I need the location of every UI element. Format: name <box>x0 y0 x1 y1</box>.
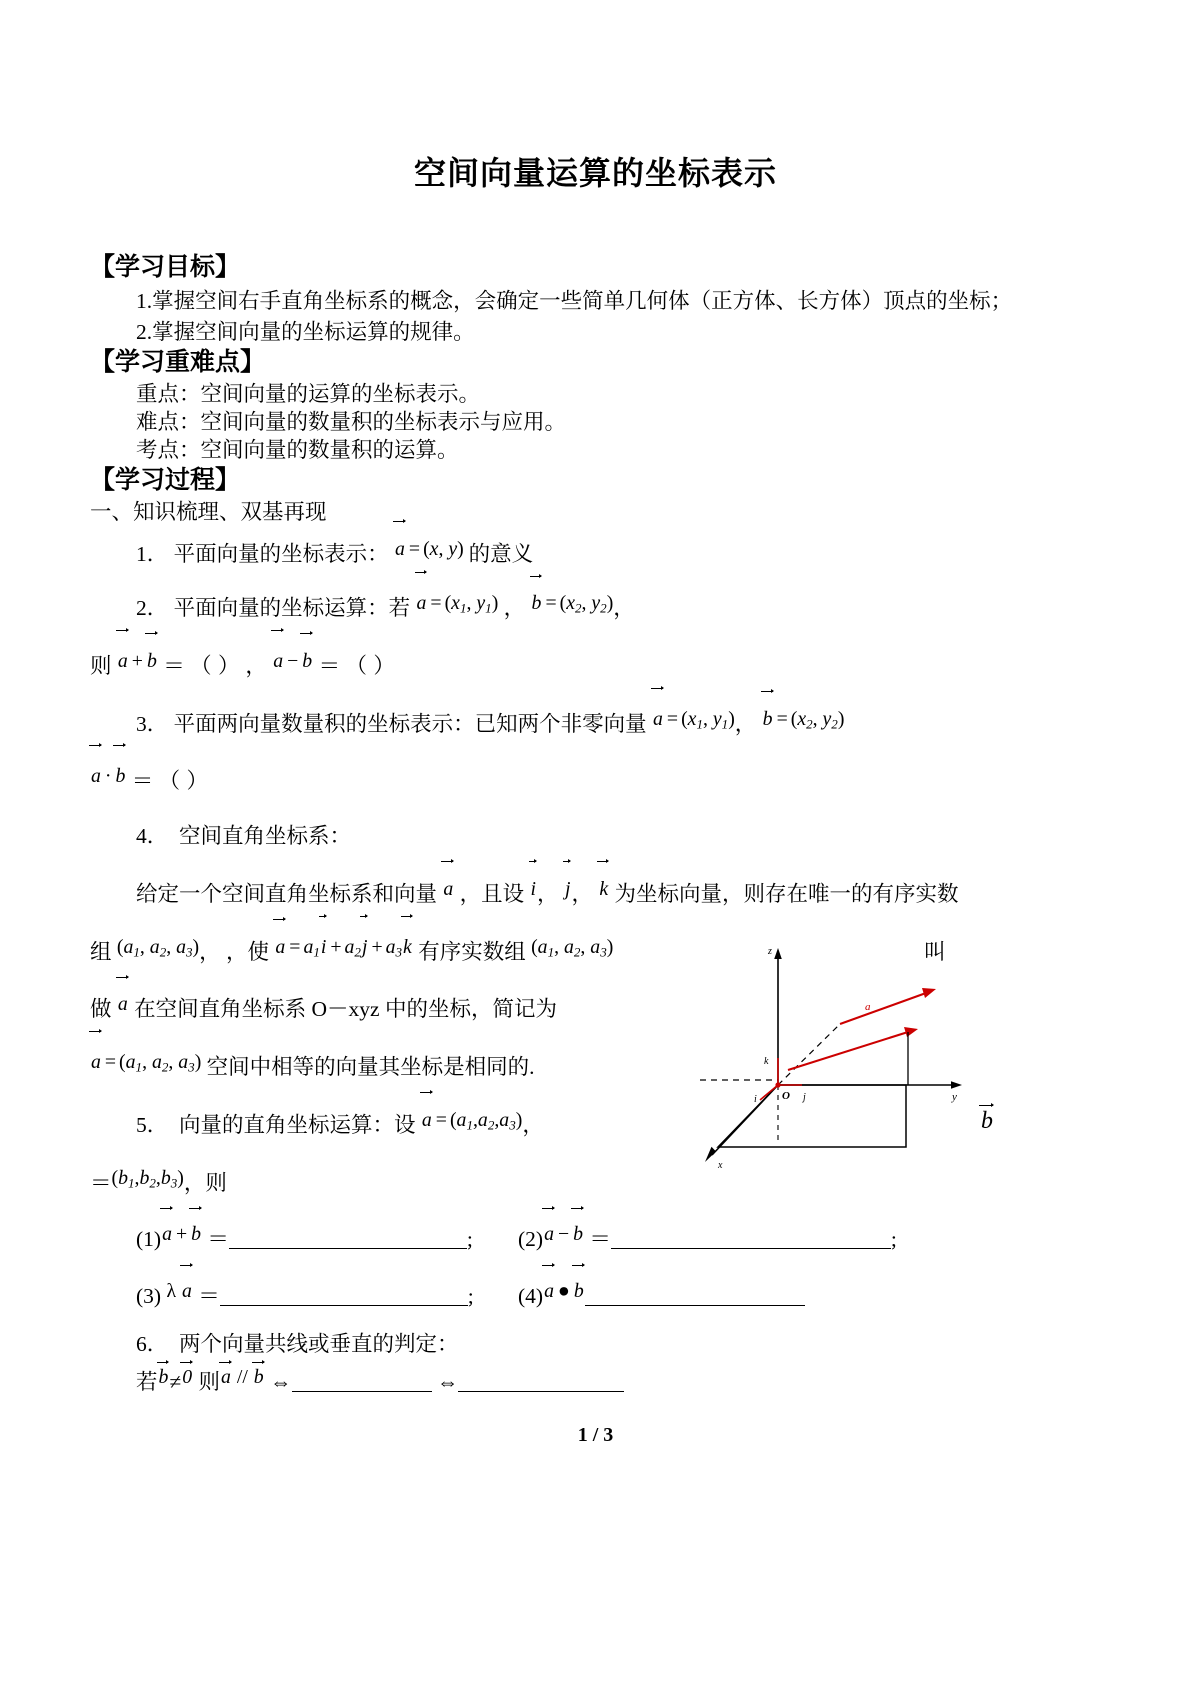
blank-eq-2: ＝ <box>589 1227 611 1252</box>
item2-eq-1: ＝ <box>163 653 185 678</box>
item5-triple-b: $(b_1,b_2,b_3)$ <box>111 1166 184 1191</box>
item4-p4-text: 空间中相等的向量其坐标是相同的. <box>206 1054 535 1079</box>
item3-eq: ＝ <box>131 769 154 794</box>
item2-answer-blank-1[interactable]: （ ） <box>190 653 240 678</box>
item4-basis-expansion: $a = a_1i + a_2j + a_3k$ <box>274 936 412 958</box>
item6-iff-1: ⇔ <box>270 1370 292 1395</box>
item3-formula-a: $a = (x_1$, $y_1$) <box>652 708 735 730</box>
key-point-item: 重点：空间向量的运算的坐标表示。 <box>136 382 481 407</box>
process-subheading: 一、知识梳理、双基再现 <box>90 499 327 524</box>
item2-comma: ， <box>503 596 526 620</box>
item4-triple-2: ($a_1$, $a_2$, $a_3$) <box>531 935 614 960</box>
origin-point <box>775 1082 780 1087</box>
item2-answer-blank-2[interactable]: （ ） <box>345 653 396 678</box>
knowledge-item-2 <box>90 578 1110 636</box>
item4-paragraph-1 <box>90 864 1110 922</box>
item6-iff-2: ⇔ <box>436 1370 459 1395</box>
item4-p3-vector-a: a <box>117 993 129 1015</box>
item3-answer-blank[interactable]: （ ） <box>158 769 209 794</box>
item1-formula: a = (x, y) <box>394 538 469 560</box>
item2-diff-expr: a − b <box>272 650 313 672</box>
blank-expr-4: a ● b <box>543 1280 585 1302</box>
section-heading-process: 【学习过程】 <box>90 466 241 494</box>
item2-line2-prefix: 则 <box>90 653 112 678</box>
blank-label-3: (3) <box>136 1283 162 1308</box>
item2-sum-expr: a + b <box>117 650 158 672</box>
y-axis-arrow <box>951 1081 962 1089</box>
section-heading-objectives: 【学习目标】 <box>90 254 241 281</box>
item6-title: 两个向量共线或垂直的判定： <box>179 1331 459 1356</box>
blank-eq-3: ＝ <box>198 1283 220 1308</box>
coordinate-system-svg <box>690 940 1010 1190</box>
answer-blank-3[interactable] <box>220 1305 468 1306</box>
item3-dot-expr: a · b <box>90 765 126 787</box>
answer-blank-2b[interactable] <box>781 1248 891 1249</box>
blank-eq-1: ＝ <box>207 1227 229 1252</box>
item1-suffix: 的意义 <box>468 541 534 566</box>
item4-number: 4． <box>136 824 169 849</box>
item6-vector-b: b <box>158 1366 170 1388</box>
page-title: 空间向量运算的坐标表示 <box>413 155 777 191</box>
blank-label-2: (2) <box>518 1227 544 1252</box>
item2-text: 平面向量的坐标运算：若 <box>173 596 411 620</box>
knowledge-item-6 <box>90 1324 1110 1365</box>
vector-b-arrowhead <box>904 1027 918 1037</box>
label-x: x <box>718 1160 723 1171</box>
item4-vector-j: j <box>564 878 572 900</box>
blank-tail-2: ; <box>890 1227 897 1252</box>
label-y: y <box>952 1091 957 1103</box>
item4-p1-part2: ，且设 <box>459 881 525 906</box>
item6-zero-vector: 0 <box>181 1366 193 1388</box>
item4-c1: ， <box>537 881 559 906</box>
item6-parallel-expr: a // b <box>220 1366 265 1388</box>
blank-tail-1: ; <box>466 1227 473 1252</box>
label-z: z <box>768 946 772 957</box>
item5-blank-row-1 <box>90 1210 1110 1267</box>
z-axis-arrow <box>774 948 782 959</box>
item2-sep: ， <box>245 653 267 678</box>
item4-vector-a: a <box>442 878 454 900</box>
item6-then: 则 <box>198 1370 220 1395</box>
dashed-guide-diagonal <box>778 1024 840 1085</box>
blank-tail-3: ; <box>467 1283 474 1308</box>
item4-vector-k: k <box>598 878 609 900</box>
item5-text: 向量的直角坐标运算：设 <box>179 1112 416 1137</box>
item2-formula-b: $b = (x_2$, $y_2$) <box>531 592 614 614</box>
label-vector-a: a <box>865 1001 871 1013</box>
item1-text: 平面向量的坐标表示： <box>173 541 389 566</box>
item2-eq-2: ＝ <box>318 653 341 678</box>
answer-blank-4[interactable] <box>585 1305 805 1306</box>
item4-p2-tail: 有序实数组 <box>418 939 526 964</box>
label-k: k <box>764 1056 769 1067</box>
basis-vector-i <box>760 1085 778 1100</box>
blank-label-1: (1) <box>136 1227 162 1252</box>
item5-eq: ＝ <box>90 1170 112 1195</box>
item3-text: 平面两向量数量积的坐标表示：已知两个非零向量 <box>173 711 647 736</box>
item4-p3-text: 在空间直角坐标系 O－xyz 中的坐标，简记为 <box>134 997 557 1022</box>
item3-comma: ， <box>734 711 757 736</box>
item5-line2-tail: ，则 <box>183 1170 227 1195</box>
knowledge-item-2-line2 <box>90 636 1110 694</box>
item6-prefix: 若 <box>136 1370 158 1395</box>
item3-number: 3． <box>136 711 169 736</box>
item5-vector-a: a = <box>421 1109 450 1131</box>
item5-blank-col-4 <box>518 1267 805 1324</box>
knowledge-item-3 <box>90 694 1110 752</box>
item4-p2-comma: ， <box>199 939 221 964</box>
vector-a-arrow <box>840 993 926 1024</box>
answer-blank-2a[interactable] <box>611 1248 781 1249</box>
x-axis-arrow <box>705 1147 716 1162</box>
knowledge-item-4 <box>90 809 1110 864</box>
item4-triple-1: ($a_1$, $a_2$, $a_3$) <box>116 935 200 960</box>
coordinate-system-figure <box>690 940 1010 1190</box>
item2-trailing-comma: ， <box>613 596 635 620</box>
item6-condition-line <box>90 1364 1110 1397</box>
item4-p1-part1: 给定一个空间直角坐标系和向量 <box>136 881 438 906</box>
blank-label-4: (4) <box>518 1283 544 1308</box>
item4-p1-part3: 为坐标向量，则存在唯一的有序实数 <box>614 881 959 906</box>
item5-number: 5． <box>136 1112 169 1137</box>
item6-neq: ≠ <box>169 1370 182 1395</box>
section-heading-key-difficult: 【学习重难点】 <box>90 349 266 377</box>
item1-number: 1． <box>136 541 169 566</box>
knowledge-item-1 <box>90 527 1110 578</box>
figure-label-b <box>980 1108 994 1142</box>
item5-triple-a: $(a_1,a_2,a_3)$ <box>449 1108 523 1133</box>
item2-formula-a: $a = (x_1$, $y_1$) <box>416 592 499 614</box>
objective-item-2: 2.掌握空间向量的坐标运算的规律。 <box>136 319 475 344</box>
answer-blank-1[interactable] <box>229 1248 467 1249</box>
answer-blank-5[interactable] <box>292 1391 432 1392</box>
blank-expr-2: a − b <box>543 1223 584 1245</box>
document-body <box>90 252 1110 1397</box>
item4-title: 空间直角坐标系： <box>179 824 352 849</box>
knowledge-item-3-line2 <box>90 751 1110 809</box>
item5-blank-row-2 <box>90 1267 1110 1324</box>
answer-blank-6[interactable] <box>458 1391 624 1392</box>
item4-coordinate-formula: $a = (a_1$, $a_2$, $a_3$) <box>90 1051 201 1073</box>
item4-p2-mid: ，使 <box>226 939 270 964</box>
item6-number: 6． <box>136 1331 169 1356</box>
label-j: j <box>803 1092 806 1103</box>
blank-expr-3: λ a <box>166 1280 192 1302</box>
figure-vector-b: b <box>981 1108 993 1134</box>
item5-comma: ， <box>522 1112 544 1137</box>
item4-p2-prefix: 组 <box>90 939 112 964</box>
item2-number: 2． <box>136 596 169 620</box>
objective-item-1: 1.掌握空间右手直角坐标系的概念，会确定一些简单几何体（正方体、长方体）顶点的坐标； <box>136 289 1013 313</box>
vector-a-arrowhead <box>922 988 936 998</box>
base-plane <box>718 1085 906 1147</box>
difficult-point-item: 难点：空间向量的数量积的坐标表示与应用。 <box>136 409 567 434</box>
item4-p2-end: 叫 <box>924 939 946 964</box>
blank-expr-1: a + b <box>161 1223 202 1245</box>
item4-c2: ， <box>571 881 593 906</box>
vector-b-arrow <box>788 1032 908 1070</box>
item3-formula-b: $b = (x_2$, $y_2$) <box>762 708 845 730</box>
item4-p3-prefix: 做 <box>90 997 112 1022</box>
label-i: i <box>754 1094 757 1105</box>
exam-point-item: 考点：空间向量的数量积的运算。 <box>136 437 459 462</box>
page-footer: 1 / 3 <box>577 1424 614 1446</box>
item5-blank-col-2 <box>518 1210 897 1267</box>
label-origin: O <box>782 1090 790 1102</box>
item4-vector-i: i <box>530 878 538 900</box>
